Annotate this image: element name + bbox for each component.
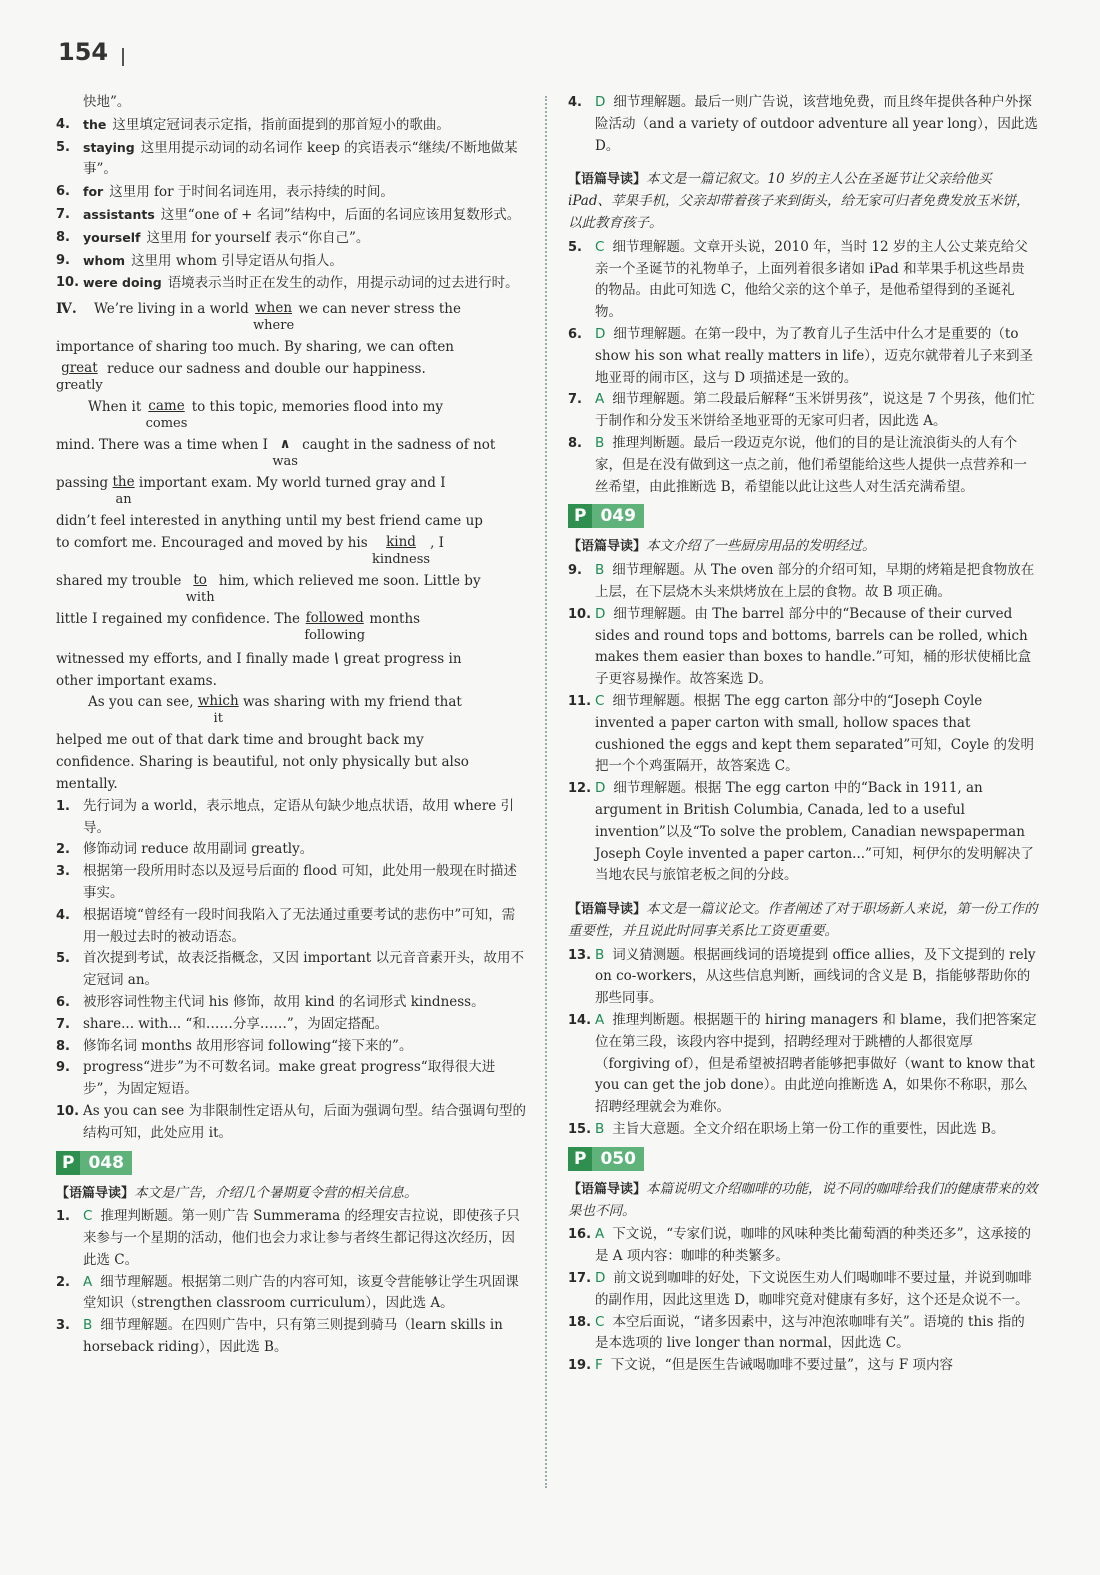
answer-item [568,1119,1038,1141]
item-number: 18. [568,1314,592,1330]
correction-note [56,948,526,992]
item-number: 4. [56,116,70,132]
essay-text: mind. There was a time when I [56,436,269,453]
essay-text: passing [56,474,109,491]
essay-line: helped me out of that dark time and brought back my [56,732,424,749]
answer-letter: D [595,94,606,110]
item-text: 这里填定冠词表示定指，指前面提到的那首短小的歌曲。 [112,116,450,133]
correction-note [56,992,526,1014]
item-text: 细节理解题。第二段最后解释“玉米饼男孩”，说这是 7 个男孩，他们忙于制作和分发玉米饼给圣地亚哥的无家可归者，因此选 A。 [595,391,1035,430]
item-number: 5. [56,951,70,967]
passage-badge-048: P 048 [56,1151,132,1175]
item-text: 细节理解题。根据 The egg carton 部分中的“Joseph Coyle invented a paper carton with small, hollow spaces that cushioned the eggs and kept them separated”可知，Coyle 的发明把一个个鸡蛋隔开，故答案选 C。 [595,692,1034,775]
correction-3: came comes [145,397,188,431]
answer-letter: C [595,238,605,255]
answer-item [568,1312,1038,1356]
item-number: 9. [56,1060,70,1076]
right-column [568,92,1038,1377]
essay-text: months [369,610,421,627]
passage-guide: 【语篇导读】本文是一篇议论文。作者阐述了对于职场新人来说，第一份工作的重要性，并且说此时同事关系比工资更重要。 [568,901,1038,939]
page-number-divider [122,48,124,66]
essay-text: We’re living in a world [94,301,249,318]
passage-guide: 【语篇导读】本文是广告，介绍几个暑期夏令营的相关信息。 [56,1184,418,1201]
item-number: 9. [56,252,70,268]
answer-item [568,604,1038,691]
item-number: 5. [568,239,582,255]
item-number: 10. [56,1103,80,1119]
essay-text: , I [430,534,445,551]
correction-1: when where [253,300,295,334]
answer-item [568,945,1038,1010]
item-number: 11. [568,693,592,709]
correction-5: the an [112,473,135,507]
passage-badge-050: P 050 [568,1147,644,1171]
item-number: 10. [56,275,80,291]
item-number: 19. [568,1358,592,1374]
essay-text: caught in the sadness of not [302,436,496,453]
correction-9: \ [333,650,339,667]
essay-line: mentally. [56,775,118,792]
item-text: share... with... “和……分享……”，为固定搭配。 [83,1015,389,1032]
essay-line [56,609,526,645]
correction-note [56,839,526,861]
essay-line [56,692,526,728]
item-number: 1. [56,798,70,814]
grammar-note [56,250,526,273]
grammar-note [56,204,526,227]
item-text: 推理判断题。最后一段迈克尔说，他们的目的是让流浪街头的人有个家，但是在没有做到这一点之前，他们希望能给这些人提供一点营养和一丝希望，由此推断选 B，希望能以此让这些人对生活充满希望。 [595,434,1027,495]
item-text: 下文说，“专家们说，咖啡的风味种类比葡萄酒的种类还多”，这承接的是 A 项内容：咖啡的种类繁多。 [595,1226,1032,1265]
item-text: 本空后面说，“诸多因素中，这与冲泡浓咖啡有关”。语境的 this 指的是本选项的 live longer than normal，因此选 C。 [595,1313,1025,1352]
answer-letter: D [595,325,606,342]
answer-letter: C [595,1313,605,1330]
essay-text: we can never stress the [298,301,461,318]
item-text: 被形容词性物主代词 his 修饰，故用 kind 的名词形式 kindness。 [83,993,485,1010]
item-text: 这里用提示动词的动名词作 keep 的宾语表示“继续/不断地做某事”。 [83,139,518,178]
item-number: 14. [568,1013,592,1029]
item-number: 4. [568,95,582,110]
answer-letter: D [595,780,606,797]
answer-list-argument [568,945,1038,1141]
essay-first-line [56,299,526,335]
answer-item [568,1355,1038,1377]
answer-letter: B [595,1121,605,1138]
correction-note [56,1101,526,1145]
answer-item [568,1224,1038,1268]
answer-list-050 [568,1224,1038,1377]
item-text: 细节理解题。最后一则广告说，该营地免费，而且终年提供各种户外探险活动（and a variety of outdoor adventure all year long），因此选 D。 [595,94,1038,154]
item-number: 7. [568,392,582,408]
answer-letter: D [595,605,606,622]
item-text: 细节理解题。根据 The egg carton 中的“Back in 1911, an argument in British Columbia, Canada, led to a useful invention”以及“To solve the problem, Canadian newspaperman Joseph Coyle invented a paper carton...”可知，柯伊尔的发明解决了当地农民与旅馆老板之间的分歧。 [595,780,1034,884]
item-text: 细节理解题。由 The barrel 部分中的“Because of their curved sides and round tops and bottoms, barrels can be rolled, which makes them easier than boxes to handle.”可知，桶的形状使桶比盒子更容易操作。故答案选 D。 [595,605,1032,688]
grammar-note [56,181,526,204]
answer-letter: C [83,1208,93,1225]
essay-text: to this topic, memories flood into my [191,398,444,415]
essay-line [56,359,526,395]
section-label: Ⅳ. [56,301,77,318]
answer-word: the [83,116,107,132]
correction-note [56,861,526,905]
item-number: 3. [56,1318,70,1334]
item-text: As you can see 为非限制性定语从句，后面为强调句型。结合强调句型的结构可知，此处应用 it。 [83,1102,527,1141]
answer-letter: B [83,1317,93,1334]
correction-8: followed following [304,609,366,643]
answer-item [56,1315,526,1359]
item-number: 7. [56,1016,70,1032]
essay-text: reduce our sadness and double our happiness. [107,360,426,377]
item-text: 这里用 for 于时间名词连用，表示持续的时间。 [109,184,394,201]
item-text: 细节理解题。在第一段中，为了教育儿子生活中什么才是重要的（to show his son what really matters in life），迈克尔就带着儿子来到圣地亚哥的闹市区，这与 D 项描述是一致的。 [595,325,1033,386]
answer-word: for [83,184,104,200]
answer-letter: A [83,1273,93,1290]
essay-line: other important exams. [56,672,217,689]
correction-4: ∧ was [272,435,298,469]
item-text: 细节理解题。根据第二则广告的内容可知，该夏令营能够让学生巩固课堂知识（strengthen classroom curriculum），因此选 A。 [83,1273,519,1312]
correction-note [56,796,526,840]
item-text: 下文说，“但是医生告诫喝咖啡不要过量”，这与 F 项内容 [610,1357,954,1374]
essay-line: didn’t feel interested in anything until my best friend came up [56,512,483,529]
answer-item [56,1272,526,1316]
grammar-note [56,137,526,182]
left-column [56,92,526,1359]
answer-list-048 [56,1206,526,1359]
passage-guide: 【语篇导读】本篇说明文介绍咖啡的功能，说不同的咖啡给我们的健康带来的效果也不同。 [568,1180,1038,1219]
essay-text: little I regained my confidence. The [56,610,301,627]
grammar-note [56,227,526,250]
correction-explanations [56,796,526,1145]
correction-essay [56,299,526,796]
item-number: 4. [56,907,70,923]
essay-line [56,533,526,569]
item-number: 17. [568,1271,592,1287]
answer-letter: C [595,692,605,709]
essay-text: him, which relieved me soon. Little by [218,572,481,589]
item-number: 6. [568,326,582,342]
answer-item [56,1206,526,1271]
essay-text: important exam. My world turned gray and I [138,474,446,491]
item-number: 8. [56,229,70,245]
correction-note [56,1014,526,1036]
column-divider [545,96,547,1488]
correction-note [56,1057,526,1101]
item-number: 9. [568,563,582,579]
item-number: 1. [56,1209,70,1225]
answer-word: whom [83,252,126,268]
answer-word: were doing [83,275,162,291]
essay-line [56,435,526,471]
item-text: 这里用 whom 引导定语从句指人。 [131,252,343,269]
answer-letter: B [595,946,605,963]
essay-text: to comfort me. Encouraged and moved by his [56,534,368,551]
item-number: 2. [56,842,70,858]
essay-text: When it [88,398,142,415]
item-text: progress“进步”为不可数名词。make great progress“取得很大进步”，为固定短语。 [83,1059,496,1098]
answer-list-narrative [568,237,1038,499]
answer-item [568,237,1038,324]
item-number: 7. [56,206,70,222]
item-text: 这里“one of + 名词”结构中，后面的名词应该用复数形式。 [160,206,521,223]
item-text: 这里用 for yourself 表示“你自己”。 [146,229,370,246]
item-number: 2. [56,1274,70,1290]
item-text: 根据语境“曾经有一段时间我陷入了无法通过重要考试的悲伤中”可知，需用一般过去时的被动语态。 [83,906,516,945]
item-text: 语境表示当时正在发生的动作，用提示动词的过去进行时。 [167,275,519,292]
item-text: 细节理解题。文章开头说，2010 年，当时 12 岁的主人公丈莱克给父亲一个圣诞节的礼物单子，上面列着很多诸如 iPad 和苹果手机这些昂贵的物品。由此可知选 C，他给父亲的这个单子，是他希望得到的圣诞礼物。 [595,238,1028,321]
answer-letter: B [595,562,605,579]
item-text: 细节理解题。从 The oven 部分的介绍可知，早期的烤箱是把食物放在上层，在下层烧木头来烘烤放在上层的食物。故 B 项正确。 [595,562,1035,600]
item-number: 13. [568,947,592,963]
page-number: 154 [58,38,109,66]
answer-list-048-cont [568,92,1038,157]
passage-guide: 【语篇导读】本文是一篇记叙文。10 岁的主人公在圣诞节让父亲给他买 iPad、苹果手机，父亲却带着孩子来到街头，给无家可归者免费发放玉米饼，以此教育孩子。 [568,171,1030,231]
grammar-note [56,92,526,114]
essay-line [56,649,526,671]
item-text: 修饰动词 reduce 故用副词 greatly。 [83,841,314,858]
essay-line: confidence. Sharing is beautiful, not only physically but also [56,754,469,771]
item-number: 5. [56,139,70,155]
answer-word: staying [83,139,135,155]
essay-line [56,571,526,607]
answer-letter: A [595,1012,605,1029]
item-text: 推理判断题。根据题干的 hiring managers 和 blame，我们把答案定位在第三段，该段内容中提到，招聘经理对于跳槽的人都很宽厚（forgiving of），但是希望被招聘者能够把事做好（want to know that you can get the job done）。由此逆向推断选 A，如果你不称职，那么招聘经理就会为难你。 [595,1012,1037,1116]
essay-line: importance of sharing too much. By sharing, we can often [56,339,455,356]
item-number: 8. [568,435,582,451]
answer-item [568,1268,1038,1312]
grammar-note [56,272,526,295]
answer-item [568,560,1038,604]
essay-text: shared my trouble [56,572,182,589]
correction-2: great greatly [56,359,103,393]
item-text: 主旨大意题。全文介绍在职场上第一份工作的重要性，因此选 B。 [612,1121,1005,1138]
item-number: 16. [568,1227,592,1243]
essay-text: great progress in [343,650,462,667]
item-number: 10. [568,606,592,622]
answer-item [568,389,1038,433]
answer-word: assistants [83,206,155,222]
answer-item [568,92,1038,157]
item-text: 首次提到考试，故表泛指概念，又因 important 以元音音素开头，故用不定冠词 an。 [83,950,525,989]
item-text: 词义猜测题。根据画线词的语境提到 office allies，及下文提到的 rely on co-workers，从这些信息判断，画线词的含义是 B，指能够帮助你的那些同事。 [595,946,1036,1007]
answer-item [568,778,1038,887]
answer-letter: F [595,1357,603,1374]
correction-10: which it [197,693,239,727]
answer-item [568,324,1038,389]
answer-list-049 [568,560,1038,887]
correction-6: kind kindness [371,533,431,567]
answer-letter: D [595,1270,606,1287]
essay-line [56,473,526,509]
item-text: 修饰名词 months 故用形容词 following“接下来的”。 [83,1037,413,1054]
answer-letter: B [595,434,605,451]
item-number: 15. [568,1122,592,1138]
answer-letter: A [595,391,605,408]
correction-7: to with [185,571,215,605]
item-text: 前文说到咖啡的好处，下文说医生劝人们喝咖啡不要过量，并说到咖啡的副作用，因此这里选 D，咖啡究竟对健康有多好，这个还是众说不一。 [595,1270,1032,1308]
item-number: 6. [56,184,70,200]
item-number: 6. [56,994,70,1010]
essay-text: was sharing with my friend that [242,694,462,711]
item-text: 推理判断题。第一则广告 Summerama 的经理安吉拉说，即使孩子只来参与一个星期的活动，他们也会力求让参与者终生都记得这次经历，因此选 C。 [83,1208,520,1268]
item-text: 细节理解题。在四则广告中，只有第三则提到骑马（learn skills in horseback riding），因此选 B。 [83,1317,503,1356]
item-text: 根据第一段所用时态以及逗号后面的 flood 可知，此处用一般现在时描述事实。 [83,863,517,901]
item-number: 3. [56,864,70,880]
essay-text: As you can see, [88,694,194,711]
answer-item [568,691,1038,778]
item-number: 12. [568,781,592,797]
grammar-notes-list [56,92,526,295]
answer-letter: A [595,1226,605,1243]
essay-line [56,397,526,433]
passage-guide: 【语篇导读】本文介绍了一些厨房用品的发明经过。 [568,538,876,555]
item-text: 先行词为 a world，表示地点，定语从句缺少地点状语，故用 where 引导。 [83,797,514,836]
answer-word: yourself [83,229,141,245]
answer-item [568,1010,1038,1119]
grammar-note [56,114,526,137]
correction-note [56,1036,526,1058]
item-number: 8. [56,1038,70,1054]
passage-badge-049: P 049 [568,504,644,528]
essay-text: witnessed my efforts, and I finally made [56,650,330,667]
answer-item [568,433,1038,498]
correction-note [56,905,526,949]
item-text: 快地”。 [83,94,131,110]
